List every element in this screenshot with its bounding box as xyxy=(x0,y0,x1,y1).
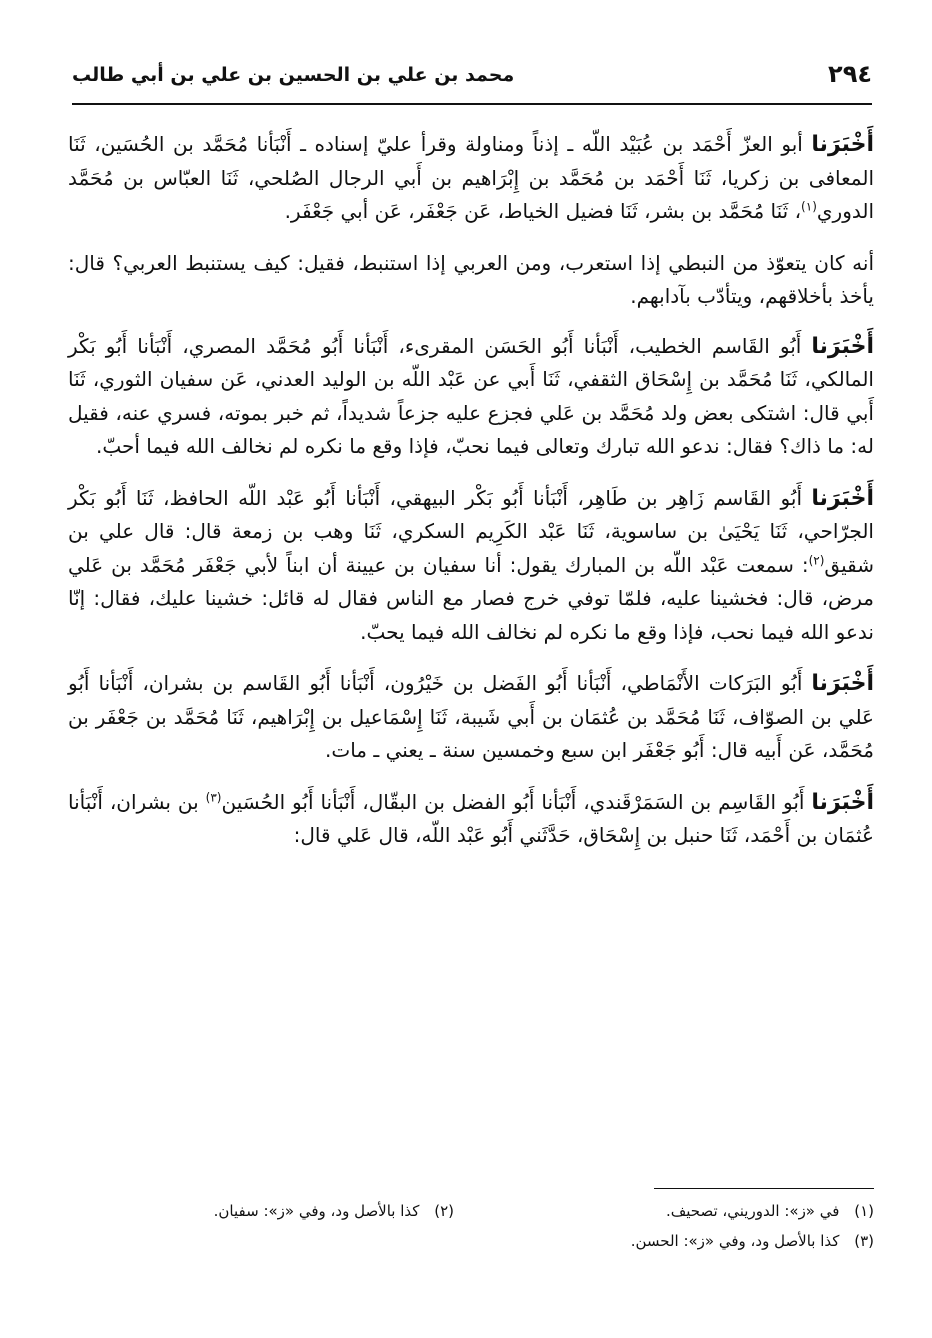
page-number: ٢٩٤ xyxy=(828,60,872,88)
main-text xyxy=(68,128,874,871)
akhbarana-lead: أَخْبَرَنا xyxy=(811,485,874,511)
footnote-text: كذا بالأصل ود، وفي «ز»: الحسن. xyxy=(630,1232,840,1250)
running-head xyxy=(72,60,872,100)
footnote-number: (٢) xyxy=(434,1202,454,1220)
paragraph-text: بن بشران، أَنْبَأنا عُثمَان بن أَحْمَد، ثَنَا حنبل بن إِسْحَاق، حَدَّثَني أَبُو عَبْد اللّه، قال عَلي قال: xyxy=(68,789,874,847)
footnote-2 xyxy=(214,1196,454,1226)
akhbarana-lead: أَخْبَرَنا xyxy=(811,789,875,815)
paragraph-text: أَبُو القَاسم الخطيب، أَنْبَأنا أَبُو الحَسَن المقرىء، أَنْبَأنا أَبُو مُحَمَّد المصري، أَنْبَأنا أَبُو بَكْر المالكي، ثَنَا مُحَمَّد بن إِسْحَاق الثقفي، ثَنَا أَبي عن عَبْد اللّه بن الوليد العدني، عَن سفيان الثوري، ثَنَا أَبي قال: اشتكى بعض ولد مُحَمَّد بن عَلي فجزع عليه جزعاً شديداً، ثم خبر بموته، فسري عنه، فقيل له: ما ذاك؟ فقال: ندعو الله تبارك وتعالى فيما نحبّ، فإذا وقع ما نكره لم نخالف الله فيما أحبّ. xyxy=(68,333,874,458)
paragraph-6 xyxy=(68,786,874,853)
paragraph-4 xyxy=(68,482,874,650)
paragraph-text: ، ثَنَا مُحَمَّد بن بشر، ثَنَا فضيل الخياط، عَن جَعْفَر، عَن أبي جَعْفَر. xyxy=(284,199,802,223)
akhbarana-lead: أَخْبَرَنا xyxy=(811,132,875,157)
footnote-number: (١) xyxy=(854,1202,874,1220)
akhbarana-lead: أَخْبَرَنا xyxy=(811,671,874,696)
paragraph-2 xyxy=(68,247,874,314)
paragraph-text: أَبُو القَاسِم بن السَمَرْقَندي، أَنْبَأنا أَبُو الفضل بن البقّال، أَنْبَأنا أَبُو الحُسَين xyxy=(221,789,805,814)
footnote-marker: (٢) xyxy=(808,552,825,567)
paragraph-text: أَبُو القَاسم زَاهِر بن طَاهِر، أَنْبَأنا أَبُو بَكْر البيهقي، أَنْبَأنا أَبُو عَبْد اللّه الحافظ، ثَنَا أَبُو بَكْر الجرّاحي، ثَنَا يَحْيَىٰ بن ساسوية، ثَنَا عَبْد الكَرِيم السكري، ثَنَا وهب بن زمعة قال: قال علي بن شقيق xyxy=(68,485,874,577)
paragraph-text: أَبُو البَرَكات الأَنْمَاطي، أَنْبَأنا أَبُو الفَضل بن خَيْرُون، أَنْبَأنا أَبُو القَاسم بن بشران، أَنْبَأنا أَبُو عَلي بن الصوّاف، ثَنَا مُحَمَّد بن عُثمَان بن أَبي شَيبة، ثَنَا إِسْمَاعيل بن إِبْرَاهيم، ثَنَا مُحَمَّد بن جَعْفَر بن مُحَمَّد، عَن أَبيه قال: أَبُو جَعْفَر ابن سبع وخمسين سنة ـ يعني ـ مات. xyxy=(68,671,874,762)
footnote-rule xyxy=(654,1188,874,1189)
akhbarana-lead: أَخْبَرَنا xyxy=(811,333,874,359)
footnote-number: (٣) xyxy=(854,1232,874,1250)
footnote-marker: (١) xyxy=(801,199,817,214)
footnote-3 xyxy=(631,1226,874,1256)
footnote-row xyxy=(60,1226,874,1256)
footnote-1 xyxy=(454,1196,874,1226)
paragraph-1 xyxy=(68,128,874,229)
footnote-row xyxy=(60,1196,874,1226)
paragraph-text: أبو العزّ أَحْمَد بن عُبَيْد اللّه ـ إذناً ومناولة وقرأ عليّ إسناده ـ أَنْبَأنا مُحَمَّد بن الحُسَين، ثَنَا المعافى بن زكريا، ثَنَا أَحْمَد بن مُحَمَّد بن إِبْرَاهيم بن أَبي الرجال الصُلحي، ثَنَا العبّاس بن مُحَمَّد الدوري xyxy=(68,132,874,223)
footnote-text: كذا بالأصل ود، وفي «ز»: سفيان. xyxy=(213,1202,420,1220)
paragraph-text: أنه كان يتعوّذ من النبطي إذا استعرب، ومن العربي إذا استنبط، فقيل: كيف يستنبط العربي؟ قال: يأخذ بأخلاقهم، ويتأدّب بآدابهم. xyxy=(68,250,874,308)
paragraph-text: : سمعت عَبْد اللّه بن المبارك يقول: أنا سفيان بن عيينة أن ابناً لأبي جَعْفَر مُحَمَّد بن عَلي مرض، قال: فخشينا عليه، فلمّا توفي خرج فصار مع الناس فقال له قائل: خشينا عليك، فقال: إنّا ندعو الله فيما نحب، فإذا وقع ما نكره لم نخالف الله فيما يحبّ. xyxy=(68,552,874,644)
footnote-marker: (٣) xyxy=(205,789,222,804)
footnotes xyxy=(60,1196,874,1256)
header-rule xyxy=(72,103,872,105)
paragraph-5 xyxy=(68,667,874,768)
footnote-text: في «ز»: الدوريني، تصحيف. xyxy=(665,1202,840,1220)
paragraph-3 xyxy=(68,330,874,464)
running-head-title: محمد بن علي بن الحسين بن علي بن أبي طالب xyxy=(72,64,515,86)
